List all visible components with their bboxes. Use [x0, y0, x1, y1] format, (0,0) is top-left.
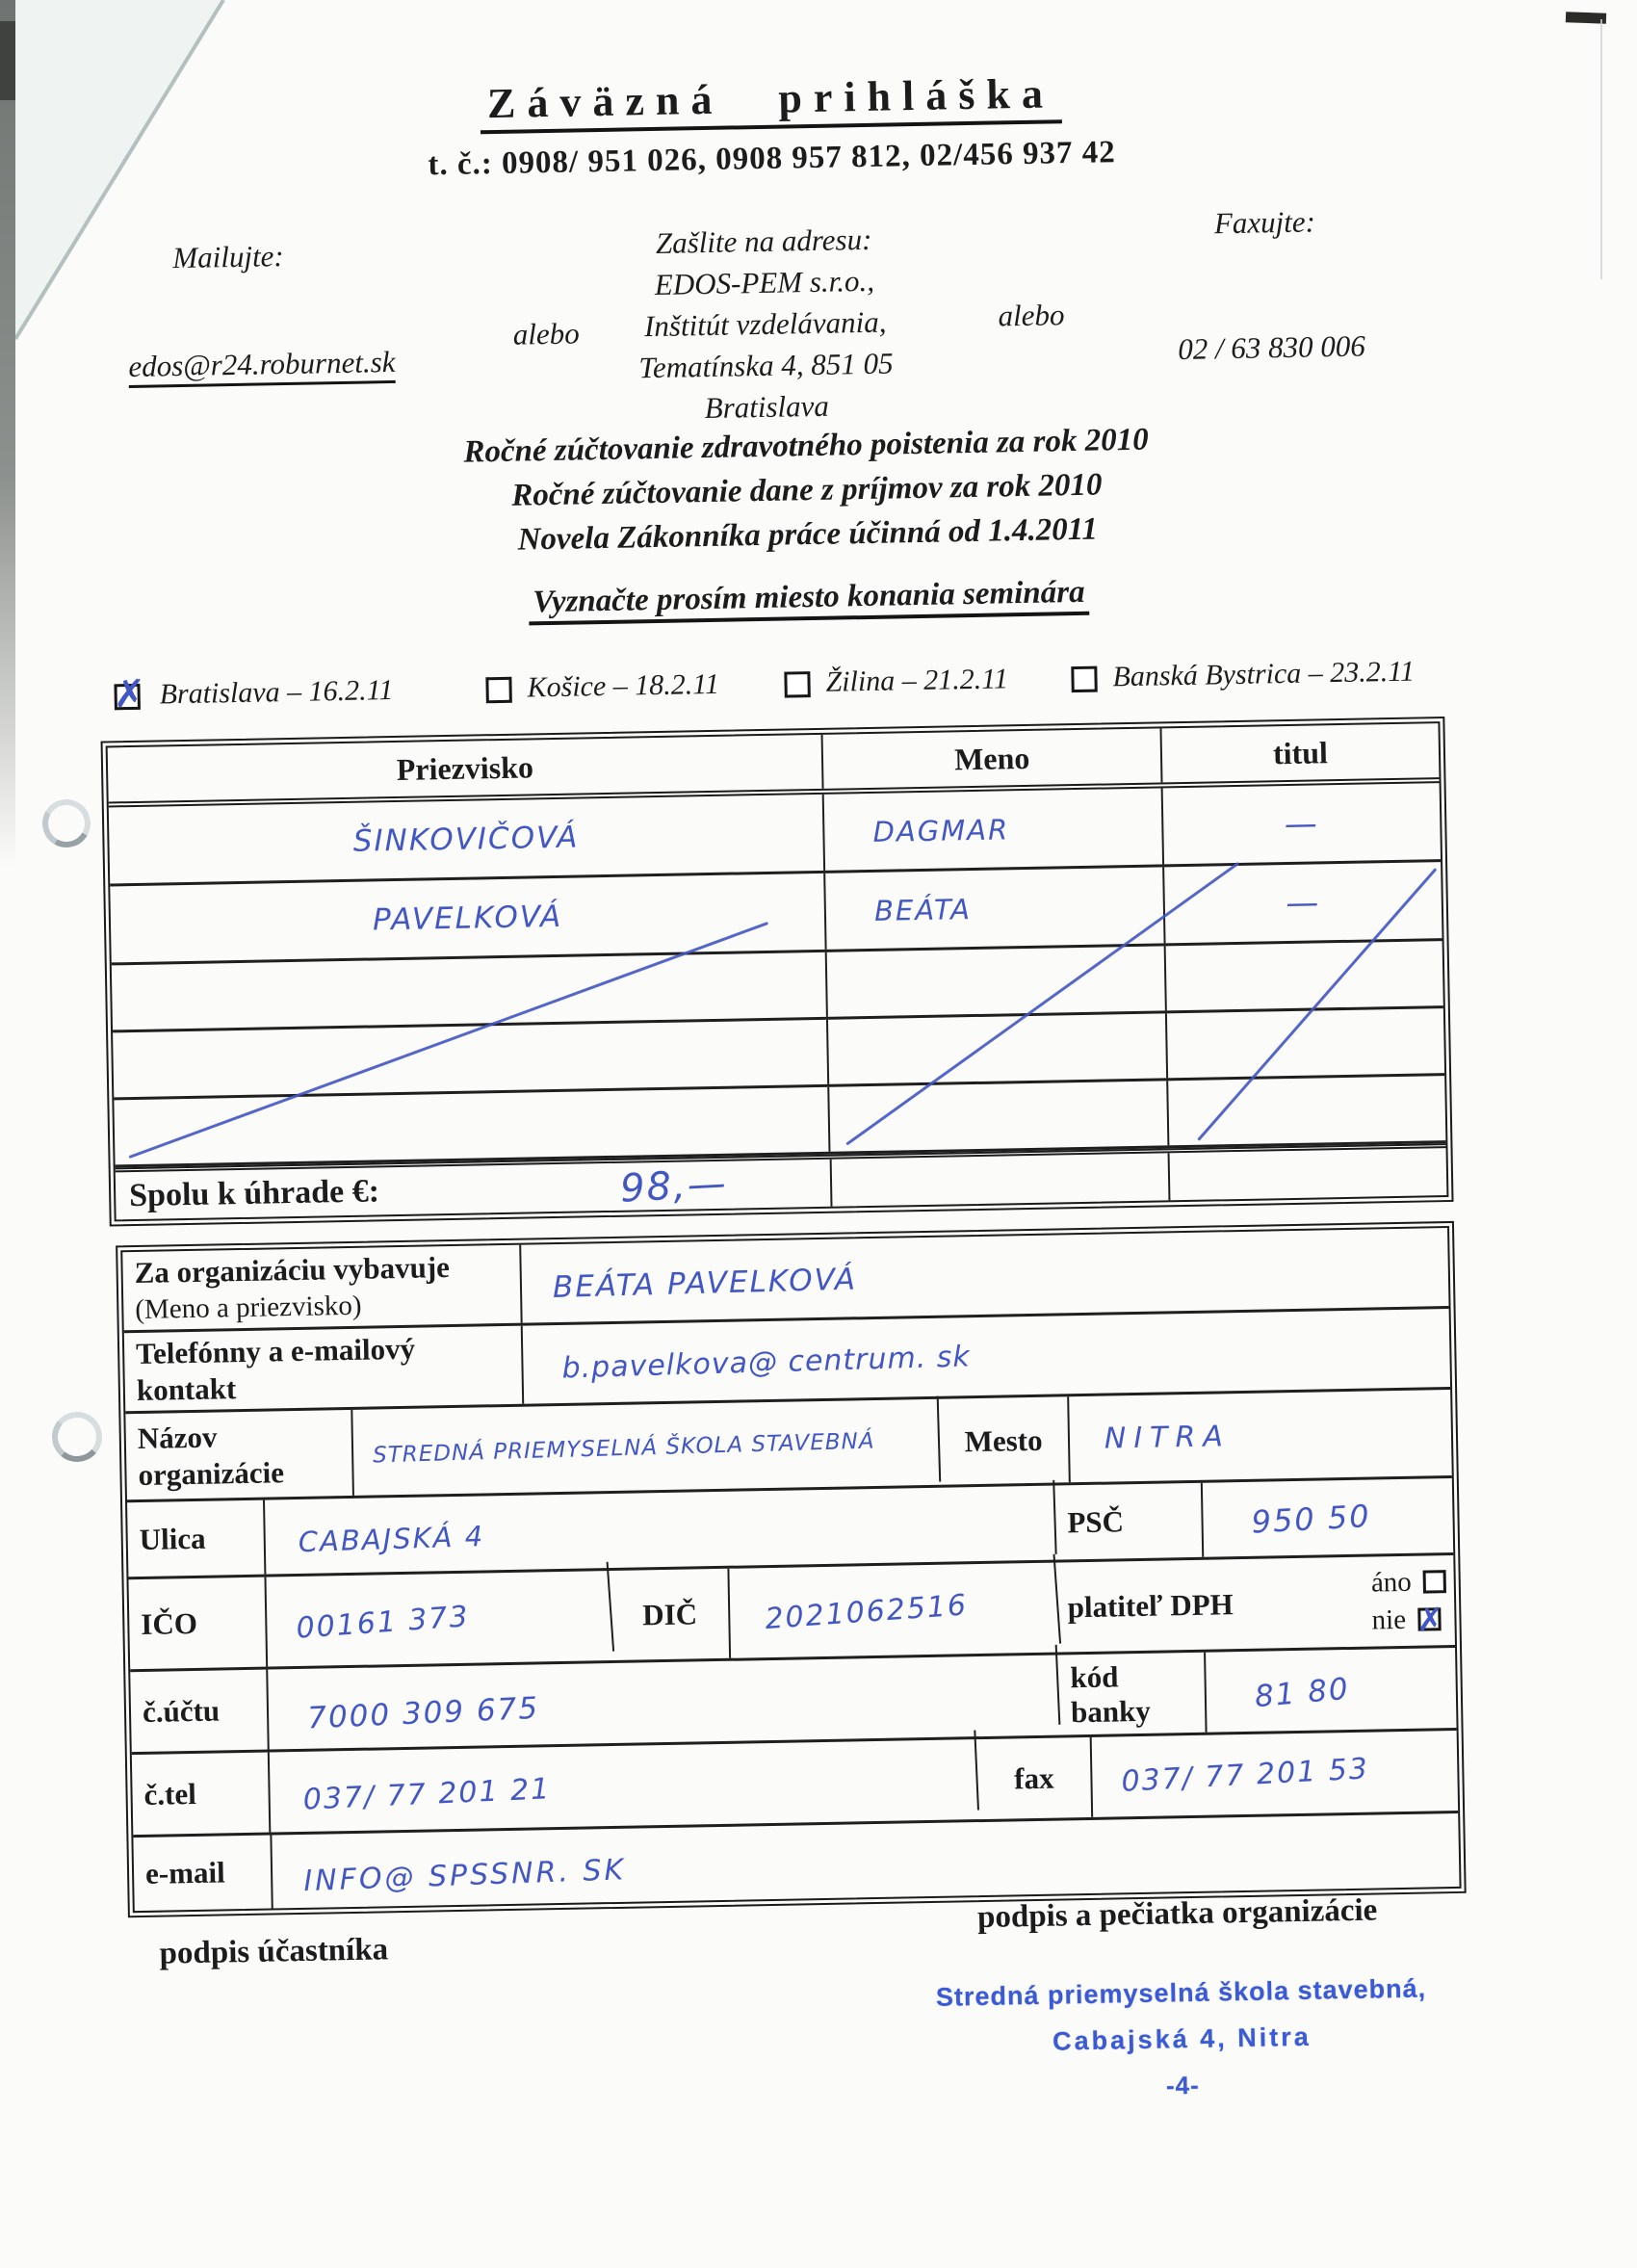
checkbox-kosice	[485, 677, 511, 703]
attendee-title: —	[1284, 803, 1320, 844]
page-corner-fold	[15, 0, 239, 347]
attendee-firstname: BEÁTA	[825, 867, 1165, 949]
total-amount: 98,—	[618, 1160, 729, 1212]
checkbox-x-mark: ✗	[113, 671, 146, 717]
scan-edge-dark-mark	[0, 21, 15, 100]
choose-location-heading: Vyznačte prosím miesto konania seminára	[529, 575, 1089, 626]
label-line: kontakt	[136, 1370, 237, 1407]
stamp-line: Stredná priemyselná škola stavebná,	[935, 1973, 1427, 2012]
zip-label: PSČ	[1055, 1483, 1205, 1560]
strikethrough-line	[1194, 870, 1440, 1139]
checkbox-x-mark: ✗	[1416, 1601, 1444, 1640]
col-header-titul: titul	[1272, 734, 1329, 770]
phone-value: 037/ 77 201 21	[269, 1731, 979, 1842]
postal-address-block	[523, 216, 1008, 431]
vat-no-label: nie	[1371, 1603, 1407, 1636]
bank-code-label: kód banky	[1058, 1653, 1208, 1735]
phone-email-label	[124, 1326, 524, 1412]
fax-label: Faxujte:	[1213, 204, 1316, 241]
checkbox-zilina	[784, 671, 810, 697]
mail-address: edos@r24.roburnet.sk	[128, 345, 396, 388]
ico-label: IČO	[128, 1577, 267, 1670]
attendee-surname: ŠINKOVIČOVÁ	[109, 795, 826, 884]
page-edge-line	[1600, 19, 1602, 279]
col-header-priezvisko: Priezvisko	[108, 735, 824, 802]
total-label: Spolu k úhrade €:	[128, 1172, 380, 1213]
zip-value: 950 50	[1250, 1497, 1372, 1541]
topic-line: Ročné zúčtovanie zdravotného poistenia za rok 2010	[463, 422, 1150, 470]
email-value: INFO@ SPSSNR. SK	[302, 1852, 627, 1898]
attendee-title: —	[1285, 882, 1321, 923]
stamp-line: -4-	[1165, 2070, 1200, 2100]
address-line: EDOS-PEM s.r.o.,	[654, 263, 875, 301]
label-line: (Meno a priezvisko)	[135, 1290, 362, 1325]
contact-person-value: BEÁTA PAVELKOVÁ	[552, 1261, 858, 1305]
option-kosice: Košice – 18.2.11	[527, 667, 720, 704]
topic-line: Ročné zúčtovanie dane z príjmov za rok 2010	[510, 467, 1103, 513]
mail-label: Mailujte:	[172, 239, 285, 275]
org-name-value: STREDNÁ PRIEMYSELNÁ ŠKOLA STAVEBNÁ	[352, 1396, 941, 1499]
checkbox-vat-yes	[1423, 1570, 1446, 1593]
address-line: Tematínska 4, 851 05	[638, 346, 894, 385]
fax-cell-label: fax	[977, 1737, 1093, 1819]
vat-payer-cell	[1057, 1555, 1455, 1653]
dic-label: DIČ	[611, 1569, 730, 1660]
choose-location-heading-wrap	[144, 567, 1474, 632]
org-name-label: Názov organizácie	[125, 1410, 353, 1499]
organization-table	[116, 1221, 1467, 1917]
vat-no-option	[1371, 1601, 1446, 1640]
form-title-wrap	[96, 62, 1445, 142]
participant-signature-label: podpis účastníka	[159, 1932, 389, 1971]
city-value: NITRA	[1104, 1420, 1232, 1456]
form-title: Záväzná prihláška	[480, 68, 1063, 134]
fax-cell-value: 037/ 77 201 53	[1120, 1752, 1370, 1799]
strikethrough-line	[843, 864, 1242, 1143]
stamp-line: Cabajská 4, Nitra	[1052, 2021, 1312, 2056]
phone-email-value: b.pavelkova@ centrum. sk	[560, 1340, 972, 1386]
account-value: 7000 309 675	[267, 1645, 1060, 1760]
ink-strikethrough-lines	[101, 717, 1454, 1222]
organization-signature-label: podpis a pečiatka organizácie	[976, 1892, 1378, 1936]
dic-value: 2021062516	[727, 1554, 1060, 1667]
strikethrough-line	[126, 924, 770, 1157]
alebo-right: alebo	[998, 298, 1065, 333]
seminar-topics	[142, 411, 1472, 568]
phone-label: č.tel	[132, 1753, 271, 1836]
label-line: Telefónny a e-mailový	[135, 1331, 416, 1370]
checkbox-banska-bystrica	[1071, 666, 1097, 692]
city-label: Mesto	[938, 1396, 1070, 1484]
vat-yes-label: áno	[1370, 1566, 1413, 1599]
bank-code-value: 81 80	[1253, 1671, 1352, 1714]
option-bratislava: Bratislava – 16.2.11	[159, 674, 394, 711]
label-line: Za organizáciu vybavuje	[134, 1249, 451, 1290]
fax-number: 02 / 63 830 006	[1177, 328, 1366, 367]
address-line: Bratislava	[704, 388, 830, 426]
scan-edge-strip	[0, 0, 15, 867]
topic-line: Novela Zákonníka práce účinná od 1.4.2011	[517, 511, 1099, 558]
email-label: e-mail	[133, 1836, 273, 1912]
vat-payer-label: platiteľ DPH	[1067, 1586, 1234, 1624]
organization-stamp	[863, 1964, 1501, 2114]
col-header-meno: Meno	[823, 728, 1162, 788]
contact-person-label	[122, 1245, 522, 1331]
vat-payer-options	[1370, 1566, 1447, 1640]
ico-value: 00161 373	[264, 1562, 614, 1676]
checkbox-bratislava	[113, 671, 146, 717]
street-value: CABAJSKÁ 4	[264, 1480, 1056, 1579]
vat-yes-option	[1371, 1566, 1446, 1599]
alebo-left: alebo	[512, 316, 581, 352]
option-banska-bystrica: Banská Bystrica – 23.2.11	[1112, 655, 1416, 693]
address-line: Inštitút vzdelávania,	[643, 304, 887, 344]
attendee-surname: PAVELKOVÁ	[110, 873, 827, 963]
checkbox-vat-no	[1416, 1601, 1444, 1640]
account-label: č.účtu	[130, 1670, 269, 1753]
option-zilina: Žilina – 21.2.11	[825, 663, 1009, 698]
phone-numbers: t. č.: 0908/ 951 026, 0908 957 812, 02/456 937 42	[428, 135, 1117, 183]
address-label: Zašlite na adresu:	[655, 222, 872, 260]
street-label: Ulica	[127, 1500, 266, 1577]
attendee-firstname: DAGMAR	[824, 788, 1164, 870]
